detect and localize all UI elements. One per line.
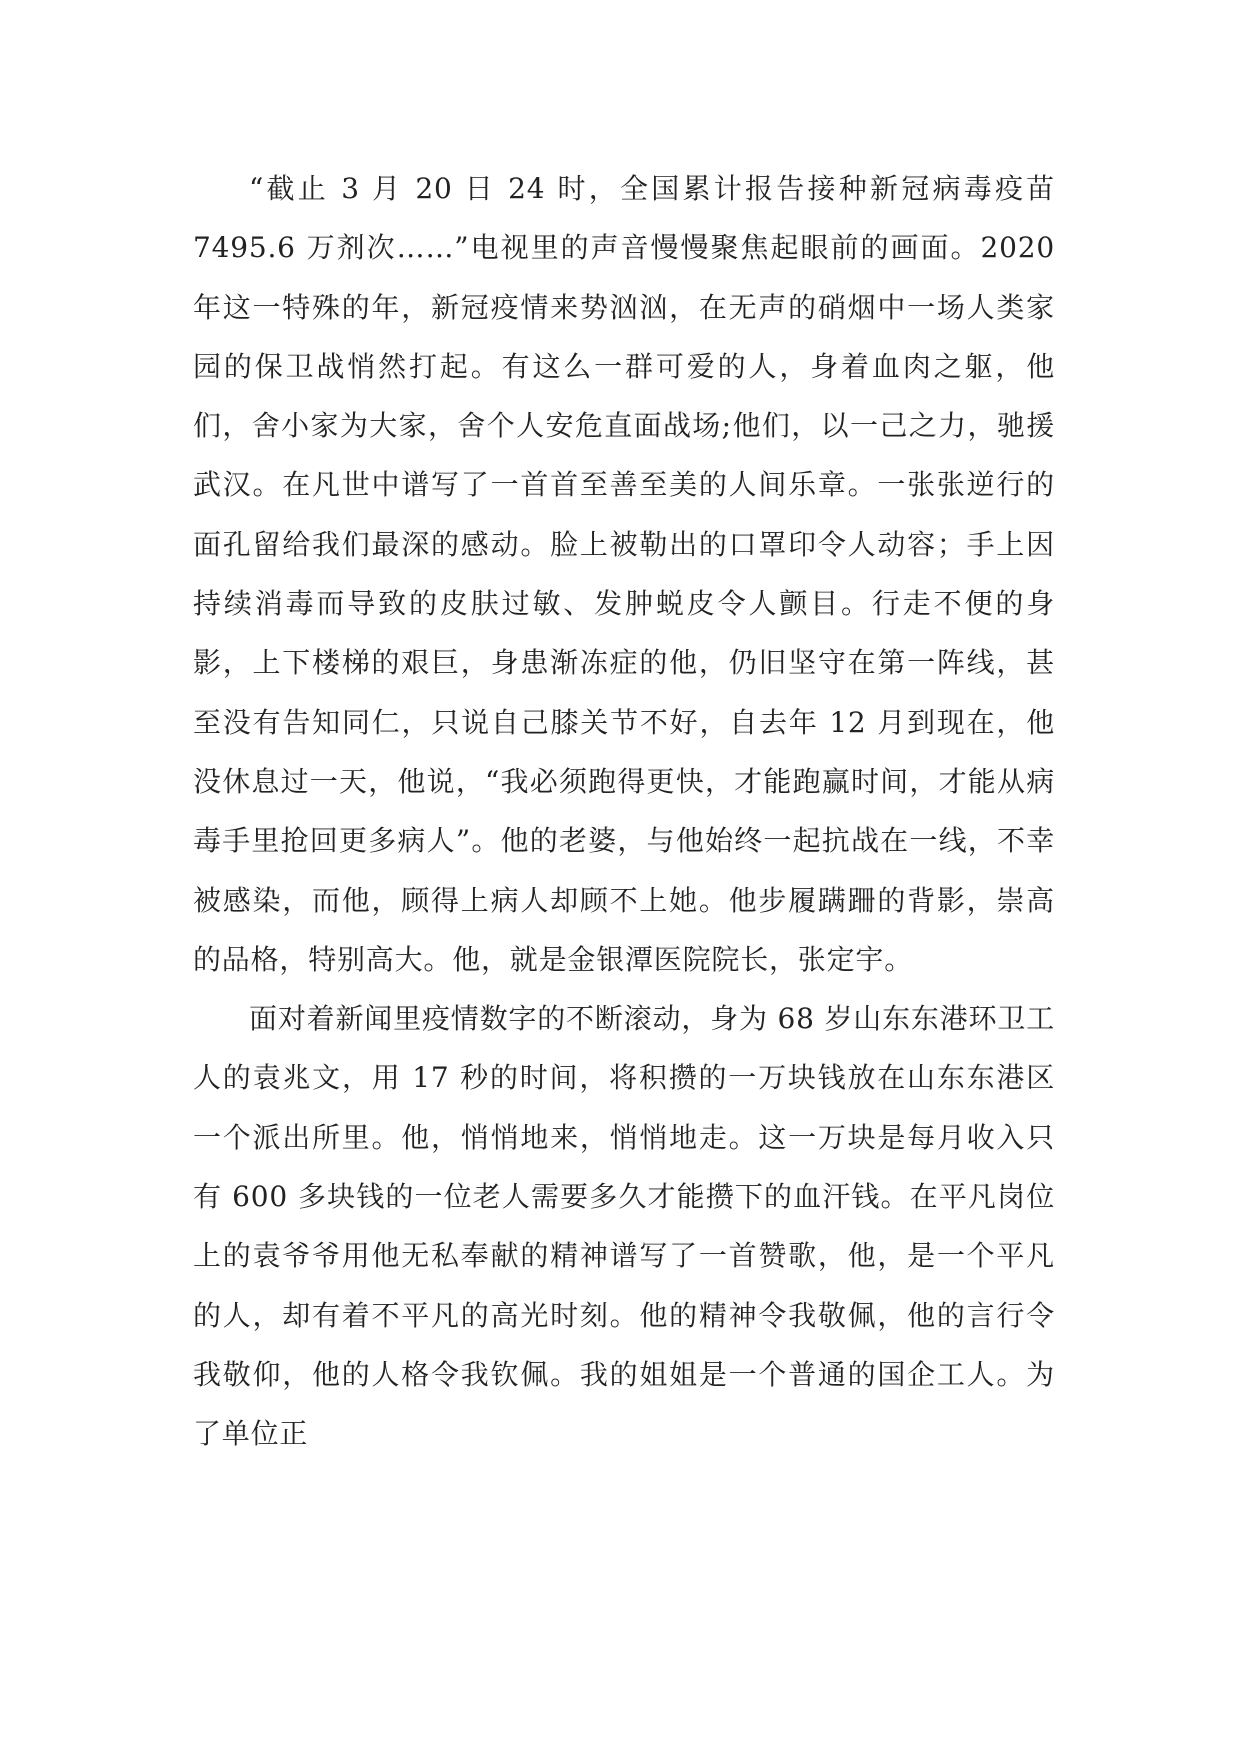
paragraph-zhang-dingyu: “截止 3 月 20 日 24 时，全国累计报告接种新冠病毒疫苗 7495.6 万剂次……”电视里的声音慢慢聚焦起眼前的画面。2020 年这一特殊的年，新冠疫情来势汹汹，在无声的硝烟中一场人类家园的保卫战悄然打起。有这么一群可爱的人，身着血肉之躯，他们，舍小家为大家，舍个人安危直面战场;他们，以一己之力，驰援武汉。在凡世中谱写了一首首至善至美的人间乐章。一张张逆行的面孔留给我们最深的感动。脸上被勒出的口罩印令人动容；手上因持续消毒而导致的皮肤过敏、发肿蜕皮令人颤目。行走不便的身影，上下楼梯的艰巨，身患渐冻症的他，仍旧坚守在第一阵线，甚至没有告知同仁，只说自己膝关节不好，自去年 12 月到现在，他没休息过一天，他说，“我必须跑得更快，才能跑赢时间，才能从病毒手里抢回更多病人”。他的老婆，与他始终一起抗战在一线，不幸被感染，而他，顾得上病人却顾不上她。他步履蹒跚的背影，崇高的品格，特别高大。他，就是金银潭医院院长，张定宇。	[193, 172, 1055, 976]
document-body	[193, 159, 1055, 1464]
paragraph-yuan-zhaowen: 面对着新闻里疫情数字的不断滚动，身为 68 岁山东东港环卫工人的袁兆文，用 17 秒的时间，将积攒的一万块钱放在山东东港区一个派出所里。他，悄悄地来，悄悄地走。这一万块是每月收入只有 600 多块钱的一位老人需要多久才能攒下的血汗钱。在平凡岗位上的袁爷爷用他无私奉献的精神谱写了一首赞歌，他，是一个平凡的人，却有着不平凡的高光时刻。他的精神令我敬佩，他的言行令我敬仰，他的人格令我钦佩。我的姐姐是一个普通的国企工人。为了单位正	[193, 1002, 1055, 1451]
